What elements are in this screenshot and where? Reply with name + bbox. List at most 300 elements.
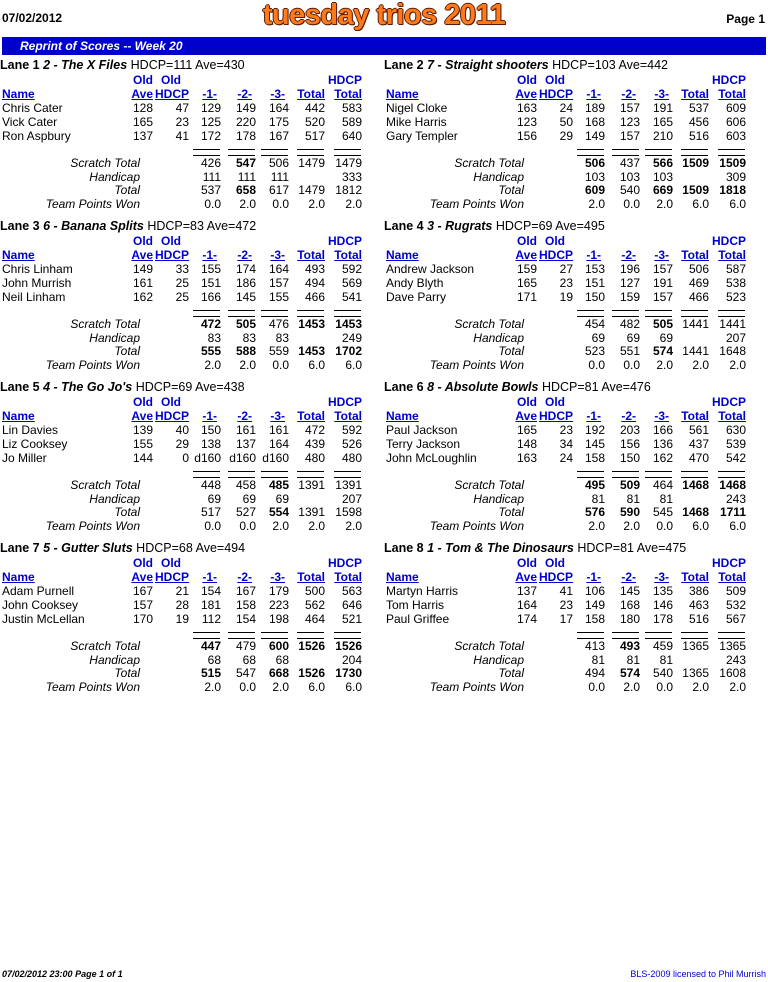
player-score: 135 <box>652 584 673 598</box>
separator <box>261 149 288 156</box>
team-handicap: HDCP=69 <box>495 219 553 233</box>
col-header-hdcp-total: Total <box>718 409 746 423</box>
col-header-game2: -2- <box>621 87 636 101</box>
handicap-row-label: Handicap <box>473 170 524 184</box>
handicap-row-value: 207 <box>341 492 362 506</box>
scratch-total-row-value: 505 <box>235 317 256 331</box>
player-name: Tom Harris <box>386 598 445 612</box>
team-points-row-label: Team Points Won <box>45 358 140 372</box>
handicap-row-value: 243 <box>725 492 746 506</box>
team-average: Ave=476 <box>601 380 651 394</box>
handicap-row-value: 69 <box>591 331 605 345</box>
player-score: 33 <box>175 262 189 276</box>
separator <box>612 632 639 639</box>
team-points-row-value: 2.0 <box>345 197 362 211</box>
team-points-row-value: 2.0 <box>692 358 709 372</box>
separator <box>228 632 255 639</box>
player-score: 162 <box>652 451 673 465</box>
handicap-row-value: 81 <box>659 492 673 506</box>
separator <box>718 471 745 478</box>
separator <box>612 471 639 478</box>
separator <box>645 632 672 639</box>
scratch-total-row-value: 485 <box>268 478 289 492</box>
player-score: 28 <box>175 598 189 612</box>
col-header-name: Name <box>2 248 35 262</box>
separator <box>228 310 255 317</box>
total-row-value: 517 <box>200 505 221 519</box>
col-header-hdcp-total: Total <box>334 409 362 423</box>
player-score: 532 <box>725 598 746 612</box>
handicap-row-label: Handicap <box>473 331 524 345</box>
col-header-hdcp: HDCP <box>327 395 362 409</box>
handicap-row-value: 111 <box>270 170 289 184</box>
player-score: 174 <box>516 612 537 626</box>
total-row-value: 617 <box>268 183 289 197</box>
footer-license: BLS-2009 licensed to Phil Murrish <box>630 969 766 979</box>
player-score: 145 <box>619 584 640 598</box>
col-header-game2: -2- <box>621 409 636 423</box>
player-score: 145 <box>235 290 256 304</box>
player-score: 386 <box>688 584 709 598</box>
player-score: 516 <box>688 129 709 143</box>
player-score: 149 <box>235 101 256 115</box>
handicap-row-value: 249 <box>341 331 362 345</box>
player-score: 106 <box>584 584 605 598</box>
scratch-total-row-value: 600 <box>268 639 289 653</box>
col-header-ave: Ave <box>515 87 537 101</box>
player-score: 198 <box>268 612 289 626</box>
scratch-total-row-value: 454 <box>584 317 605 331</box>
player-name: Chris Linham <box>2 262 73 276</box>
team-handicap: HDCP=69 <box>135 380 193 394</box>
separator <box>334 632 361 639</box>
scratch-total-row-value: 1365 <box>682 639 709 653</box>
player-score: 166 <box>652 423 673 437</box>
player-score: 164 <box>516 598 537 612</box>
col-header-hdcp: HDCP <box>711 234 746 248</box>
total-row-value: 555 <box>200 344 221 358</box>
player-score: 151 <box>584 276 605 290</box>
player-score: 157 <box>132 598 153 612</box>
handicap-row-label: Handicap <box>473 492 524 506</box>
player-score: 163 <box>516 451 537 465</box>
handicap-row-value: 243 <box>725 653 746 667</box>
player-score: 170 <box>132 612 153 626</box>
separator <box>297 310 324 317</box>
col-header-hdcp: HDCP <box>538 409 573 423</box>
player-score: 523 <box>725 290 746 304</box>
col-header-ave: Ave <box>131 409 153 423</box>
col-header-old: Old <box>545 73 565 87</box>
report-title-text: tuesday trios 2011 <box>262 0 506 31</box>
team-name: 5 - Gutter Sluts <box>43 541 133 555</box>
team-average: Ave=475 <box>636 541 687 555</box>
team-name: 4 - The Go Jo's <box>43 380 133 394</box>
total-row-label: Total <box>114 666 140 680</box>
team-points-row-value: 6.0 <box>692 197 709 211</box>
team-points-row-label: Team Points Won <box>429 680 524 694</box>
scratch-total-row-value: 1468 <box>719 478 746 492</box>
col-header-game1: -1- <box>202 409 217 423</box>
separator <box>193 149 220 156</box>
scratch-total-row-value: 1441 <box>682 317 709 331</box>
total-row-value: 1479 <box>298 183 325 197</box>
player-score: 27 <box>559 262 573 276</box>
handicap-row-value: 103 <box>619 170 640 184</box>
player-name: John Murrish <box>2 276 72 290</box>
player-score: 129 <box>200 101 221 115</box>
player-score: 24 <box>559 451 573 465</box>
player-score: 157 <box>652 262 673 276</box>
player-score: 167 <box>268 129 289 143</box>
player-name: John Cooksey <box>2 598 79 612</box>
team-points-row-value: 2.0 <box>623 519 640 533</box>
player-score: 161 <box>132 276 153 290</box>
col-header-hdcp: HDCP <box>327 234 362 248</box>
player-score: 463 <box>688 598 709 612</box>
team-name: 8 - Absolute Bowls <box>427 380 539 394</box>
player-score: 168 <box>584 115 605 129</box>
col-header-game1: -1- <box>202 248 217 262</box>
col-header-ave: Ave <box>131 87 153 101</box>
team-points-row-value: 6.0 <box>345 680 362 694</box>
team-points-row-value: 0.0 <box>656 519 673 533</box>
col-header-hdcp: HDCP <box>327 556 362 570</box>
team-points-row-value: 2.0 <box>656 358 673 372</box>
handicap-row-label: Handicap <box>89 331 140 345</box>
col-header-old: Old <box>161 556 181 570</box>
total-row-value: 1391 <box>298 505 325 519</box>
player-score: 146 <box>652 598 673 612</box>
banner-text: Reprint of Scores -- Week 20 <box>20 39 183 53</box>
player-score: 150 <box>619 451 640 465</box>
team-points-row-value: 2.0 <box>239 197 256 211</box>
player-score: 165 <box>652 115 673 129</box>
player-score: 606 <box>725 115 746 129</box>
handicap-row-value: 83 <box>275 331 289 345</box>
team-points-row-label: Team Points Won <box>429 519 524 533</box>
separator <box>577 149 604 156</box>
player-score: 157 <box>619 129 640 143</box>
player-score: 592 <box>341 262 362 276</box>
lane-number: Lane 1 <box>0 58 40 72</box>
total-row-value: 1365 <box>682 666 709 680</box>
handicap-row-value: 83 <box>242 331 256 345</box>
col-header-total: Total <box>681 87 709 101</box>
scratch-total-row-value: 495 <box>584 478 605 492</box>
player-score: 29 <box>559 129 573 143</box>
player-score: 480 <box>341 451 362 465</box>
scratch-total-row-value: 476 <box>268 317 289 331</box>
player-score: 19 <box>175 612 189 626</box>
lane-number: Lane 7 <box>0 541 40 555</box>
scratch-total-row-label: Scratch Total <box>70 478 140 492</box>
scratch-total-row-value: 1479 <box>335 156 362 170</box>
team-points-row-value: 0.0 <box>656 680 673 694</box>
player-score: 470 <box>688 451 709 465</box>
col-header-name: Name <box>2 87 35 101</box>
player-name: Mike Harris <box>386 115 447 129</box>
lane-title <box>0 380 245 394</box>
col-header-hdcp: HDCP <box>327 73 362 87</box>
total-row-value: 494 <box>584 666 605 680</box>
col-header-game3: -3- <box>270 409 285 423</box>
col-header-ave: Ave <box>515 248 537 262</box>
player-score: 145 <box>584 437 605 451</box>
handicap-row-value: 103 <box>652 170 673 184</box>
handicap-row-value: 81 <box>591 492 605 506</box>
player-name: Andy Blyth <box>386 276 444 290</box>
player-score: 166 <box>200 290 221 304</box>
player-score: 168 <box>619 598 640 612</box>
col-header-old: Old <box>545 395 565 409</box>
scratch-total-row-value: 1509 <box>682 156 709 170</box>
total-row-value: 590 <box>619 505 640 519</box>
separator <box>297 632 324 639</box>
separator <box>612 149 639 156</box>
player-score: 175 <box>268 115 289 129</box>
team-points-row-value: 0.0 <box>623 358 640 372</box>
col-header-name: Name <box>2 409 35 423</box>
separator <box>334 310 361 317</box>
col-header-name: Name <box>386 248 419 262</box>
player-score: 520 <box>304 115 325 129</box>
player-score: d160 <box>229 451 256 465</box>
player-score: 137 <box>132 129 153 143</box>
report-date: 07/02/2012 <box>2 11 63 25</box>
player-score: 154 <box>200 584 221 598</box>
player-name: Paul Jackson <box>386 423 458 437</box>
player-score: 164 <box>268 437 289 451</box>
handicap-row-value: 111 <box>202 170 221 184</box>
player-score: 149 <box>132 262 153 276</box>
col-header-game2: -2- <box>237 87 252 101</box>
player-score: 521 <box>341 612 362 626</box>
team-points-row-value: 2.0 <box>656 197 673 211</box>
scratch-total-row-value: 413 <box>584 639 605 653</box>
team-points-row-value: 6.0 <box>692 519 709 533</box>
player-name: Dave Parry <box>386 290 447 304</box>
col-header-total: Total <box>681 409 709 423</box>
total-row-value: 547 <box>235 666 256 680</box>
footer-timestamp: 07/02/2012 23:00 Page 1 of 1 <box>2 969 123 979</box>
player-score: 442 <box>304 101 325 115</box>
player-score: 192 <box>584 423 605 437</box>
player-score: 148 <box>516 437 537 451</box>
player-score: 123 <box>516 115 537 129</box>
scratch-total-row-value: 505 <box>652 317 673 331</box>
total-row-value: 1453 <box>298 344 325 358</box>
handicap-row-value: 69 <box>275 492 289 506</box>
col-header-game1: -1- <box>202 87 217 101</box>
col-header-total: Total <box>297 570 325 584</box>
scratch-total-row-label: Scratch Total <box>70 317 140 331</box>
col-header-old: Old <box>133 556 153 570</box>
team-name: 6 - Banana Splits <box>43 219 144 233</box>
lane-title <box>384 58 668 72</box>
scratch-total-row-value: 482 <box>619 317 640 331</box>
player-score: 149 <box>584 598 605 612</box>
scratch-total-row-value: 458 <box>235 478 256 492</box>
player-score: 172 <box>200 129 221 143</box>
total-row-value: 523 <box>584 344 605 358</box>
scratch-total-row-value: 448 <box>200 478 221 492</box>
player-score: 561 <box>688 423 709 437</box>
scratch-total-row-value: 1526 <box>335 639 362 653</box>
separator <box>681 149 708 156</box>
player-score: 164 <box>268 262 289 276</box>
col-header-game1: -1- <box>586 570 601 584</box>
col-header-game2: -2- <box>237 409 252 423</box>
handicap-row-value: 68 <box>242 653 256 667</box>
player-score: 47 <box>175 101 189 115</box>
col-header-game3: -3- <box>654 409 669 423</box>
separator <box>612 310 639 317</box>
player-score: 196 <box>619 262 640 276</box>
team-average: Ave=472 <box>206 219 257 233</box>
player-score: 24 <box>559 101 573 115</box>
team-average: Ave=495 <box>555 219 605 233</box>
total-row-value: 540 <box>652 666 673 680</box>
team-handicap: HDCP=111 <box>130 58 193 72</box>
player-score: 159 <box>516 262 537 276</box>
separator <box>193 471 220 478</box>
team-points-row-value: 2.0 <box>308 519 325 533</box>
col-header-old: Old <box>517 73 537 87</box>
col-header-ave: Ave <box>131 570 153 584</box>
team-points-row-value: 6.0 <box>729 197 746 211</box>
player-score: 437 <box>688 437 709 451</box>
col-header-game3: -3- <box>270 570 285 584</box>
player-score: 149 <box>584 129 605 143</box>
lane-number: Lane 3 <box>0 219 40 233</box>
scratch-total-row-value: 506 <box>268 156 289 170</box>
col-header-hdcp-total: Total <box>718 248 746 262</box>
player-score: 158 <box>235 598 256 612</box>
player-score: 587 <box>725 262 746 276</box>
total-row-value: 1812 <box>335 183 362 197</box>
separator <box>577 310 604 317</box>
lane-block <box>384 219 766 380</box>
lane-number: Lane 2 <box>384 58 424 72</box>
col-header-hdcp: HDCP <box>538 570 573 584</box>
player-score: 23 <box>559 598 573 612</box>
col-header-game3: -3- <box>654 570 669 584</box>
separator <box>577 632 604 639</box>
player-score: 517 <box>304 129 325 143</box>
player-score: 0 <box>182 451 189 465</box>
lane-block <box>0 219 382 380</box>
team-name: 2 - The X Files <box>43 58 128 72</box>
player-score: 161 <box>235 423 256 437</box>
player-name: Vick Cater <box>2 115 58 129</box>
col-header-game1: -1- <box>586 248 601 262</box>
player-score: 167 <box>235 584 256 598</box>
player-score: 630 <box>725 423 746 437</box>
report-title <box>0 0 768 32</box>
col-header-hdcp: HDCP <box>154 570 189 584</box>
team-points-row-value: 2.0 <box>345 519 362 533</box>
total-row-value: 1441 <box>682 344 709 358</box>
col-header-name: Name <box>386 87 419 101</box>
team-handicap: HDCP=68 <box>136 541 193 555</box>
col-header-game3: -3- <box>270 248 285 262</box>
player-score: 40 <box>175 423 189 437</box>
player-score: 469 <box>688 276 709 290</box>
player-score: 157 <box>268 276 289 290</box>
total-row-label: Total <box>498 666 524 680</box>
col-header-total: Total <box>681 570 709 584</box>
page-number: Page 1 <box>726 12 765 26</box>
player-score: 138 <box>200 437 221 451</box>
player-name: Jo Miller <box>2 451 47 465</box>
total-row-value: 527 <box>235 505 256 519</box>
team-handicap: HDCP=81 <box>577 541 634 555</box>
team-points-row-value: 2.0 <box>729 358 746 372</box>
lane-block <box>0 58 382 219</box>
total-row-value: 576 <box>584 505 605 519</box>
separator <box>645 471 672 478</box>
scratch-total-row-value: 1441 <box>719 317 746 331</box>
scratch-total-row-label: Scratch Total <box>454 317 524 331</box>
total-row-value: 1526 <box>298 666 325 680</box>
player-name: Liz Cooksey <box>2 437 68 451</box>
player-score: 583 <box>341 101 362 115</box>
player-score: 156 <box>619 437 640 451</box>
separator <box>193 310 220 317</box>
player-name: Paul Griffee <box>386 612 450 626</box>
scratch-total-row-value: 1509 <box>719 156 746 170</box>
scratch-total-row-value: 1391 <box>335 478 362 492</box>
total-row-label: Total <box>498 344 524 358</box>
col-header-hdcp: HDCP <box>538 87 573 101</box>
col-header-hdcp: HDCP <box>154 409 189 423</box>
player-score: 186 <box>235 276 256 290</box>
col-header-name: Name <box>2 570 35 584</box>
player-score: 480 <box>304 451 325 465</box>
total-row-label: Total <box>114 183 140 197</box>
player-score: 23 <box>175 115 189 129</box>
separator <box>261 632 288 639</box>
team-points-row-value: 0.0 <box>588 680 605 694</box>
player-score: 178 <box>235 129 256 143</box>
player-score: d160 <box>194 451 221 465</box>
scratch-total-row-value: 479 <box>235 639 256 653</box>
handicap-row-value: 111 <box>237 170 256 184</box>
team-points-row-value: 0.0 <box>239 680 256 694</box>
scratch-total-row-value: 1453 <box>335 317 362 331</box>
team-points-row-value: 2.0 <box>729 680 746 694</box>
player-score: 180 <box>619 612 640 626</box>
col-header-old: Old <box>161 234 181 248</box>
lane-block <box>384 541 766 702</box>
handicap-row-value: 69 <box>242 492 256 506</box>
player-score: 609 <box>725 101 746 115</box>
player-score: 220 <box>235 115 256 129</box>
player-score: 640 <box>341 129 362 143</box>
col-header-old: Old <box>161 395 181 409</box>
handicap-row-value: 69 <box>207 492 221 506</box>
lane-title <box>384 219 605 233</box>
player-score: 171 <box>516 290 537 304</box>
lane-title <box>384 541 686 555</box>
player-score: 592 <box>341 423 362 437</box>
player-score: 456 <box>688 115 709 129</box>
lane-block <box>0 541 382 702</box>
handicap-row-value: 309 <box>725 170 746 184</box>
col-header-total: Total <box>297 87 325 101</box>
scratch-total-row-value: 566 <box>652 156 673 170</box>
